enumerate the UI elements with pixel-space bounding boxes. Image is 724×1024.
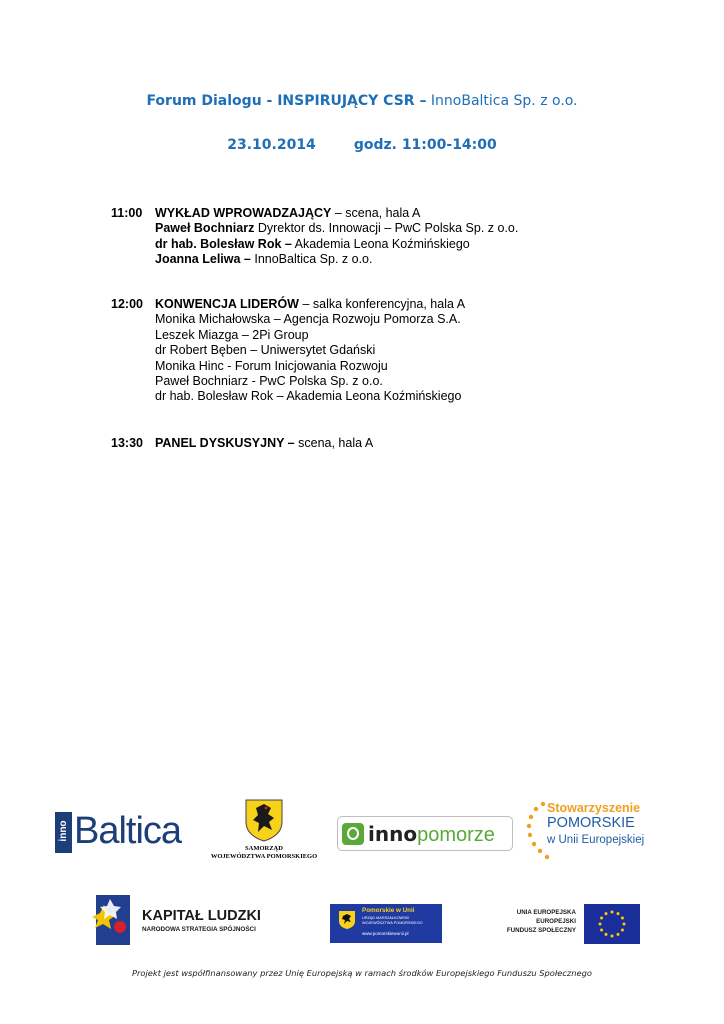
speaker-line: dr Robert Bęben – Uniwersytet Gdański — [155, 343, 376, 358]
samorzad-logo: SAMORZĄD WOJEWÓDZTWA POMORSKIEGO — [205, 798, 323, 870]
document-title — [0, 93, 724, 109]
title-company: InnoBaltica Sp. z o.o. — [430, 93, 578, 109]
event-date: 23.10.2014 — [227, 137, 316, 153]
agenda-location: scena, hala A — [294, 436, 374, 450]
kapital-ludzki-logo: KAPITAŁ LUDZKI NARODOWA STRATEGIA SPÓJNOŚCI — [90, 895, 290, 947]
eu-flag-icon — [584, 904, 640, 944]
innopomorze-logo: innopomorze — [337, 816, 513, 851]
speaker-affiliation: Dyrektor ds. Innowacji – PwC Polska Sp. z o.o. — [254, 221, 519, 236]
speaker-name: Joanna Leliwa – — [155, 252, 251, 267]
speaker-affiliation: Akademia Leona Koźmińskiego — [291, 236, 470, 251]
pomorskie-w-unii-logo: Pomorskie w Unii URZĄD MARSZAŁKOWSKI WOJEWÓDZTWA POMORSKIEGO www.pomorskiewunii.pl — [330, 904, 442, 943]
innopomorze-icon — [342, 823, 364, 845]
unia-europejska-efs-logo: UNIA EUROPEJSKA EUROPEJSKI FUNDUSZ SPOŁECZNY — [488, 903, 643, 945]
stowarzyszenie-logo: Stowarzyszenie POMORSKIE w Unii Europejskiej — [525, 800, 665, 862]
speaker-affiliation: InnoBaltica Sp. z o.o. — [250, 252, 373, 267]
funding-footer: Projekt jest współfinansowany przez Unię Europejską w ramach środków Europejskiego Funduszu Społecznego — [132, 968, 592, 978]
pomorskie-shield-icon — [338, 910, 356, 930]
griffin-shield-icon — [244, 798, 284, 842]
agenda-time: 13:30 — [111, 436, 143, 450]
speaker-line: Paweł Bochniarz - PwC Polska Sp. z o.o. — [155, 374, 383, 389]
title-bold: Forum Dialogu - INSPIRUJĄCY CSR – — [146, 93, 427, 109]
agenda-heading: PANEL DYSKUSYJNY – — [155, 436, 295, 450]
kapital-ludzki-emblem-icon — [90, 895, 132, 945]
speaker-line: Monika Hinc - Forum Inicjowania Rozwoju — [155, 358, 388, 373]
agenda-time: 12:00 — [111, 297, 143, 311]
speaker-line: Leszek Miazga – 2Pi Group — [155, 327, 309, 342]
speaker-line: Monika Michałowska – Agencja Rozwoju Pomorza S.A. — [155, 312, 461, 327]
agenda-location: – scena, hala A — [331, 206, 421, 220]
speaker-name: dr hab. Bolesław Rok – — [155, 236, 292, 251]
event-hours: godz. 11:00-14:00 — [353, 137, 497, 153]
speaker-name: Paweł Bochniarz — [155, 221, 255, 236]
agenda-location: – salka konferencyjna, hala A — [298, 297, 466, 311]
agenda-heading: KONWENCJA LIDERÓW — [155, 297, 299, 311]
agenda-time: 11:00 — [111, 206, 143, 220]
date-line — [0, 137, 724, 153]
agenda-heading: WYKŁAD WPROWADZAJĄCY — [155, 206, 332, 220]
innobaltica-logo: inno Baltica — [55, 810, 190, 855]
speaker-line: dr hab. Bolesław Rok – Akademia Leona Koźmińskiego — [155, 389, 462, 404]
